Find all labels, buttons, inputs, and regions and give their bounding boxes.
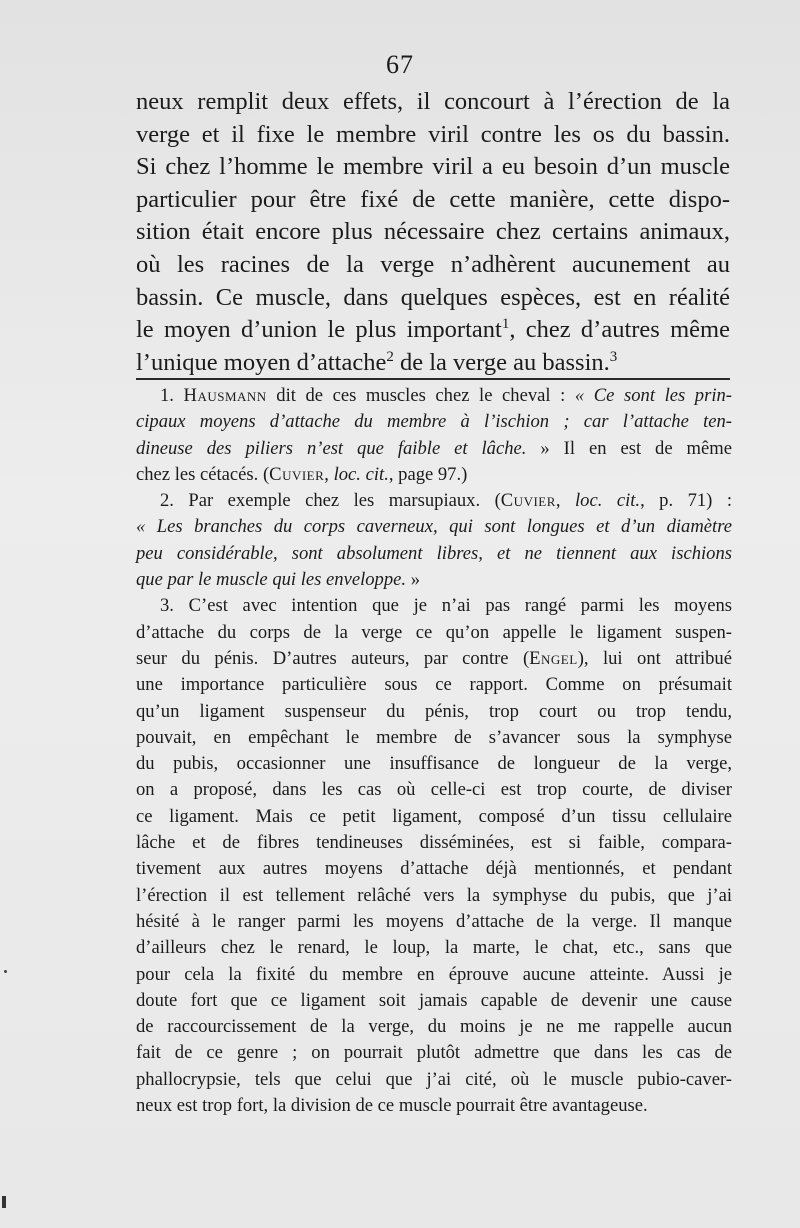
footnote-text-segment: Cuvier [500,490,556,512]
footnote-line [136,1093,732,1119]
footnote-line [136,909,732,935]
footnote-text-segment: pour cela la fixité du membre en éprouve aucune atteinte. Aussi je [136,963,732,985]
footnote-text-segment: neux est trop fort, la division de ce muscle pourrait être avantageuse. [136,1095,648,1117]
footnote-text-segment: , [324,463,334,485]
footnote-text-segment: , page 97.) [388,463,468,485]
footnote-text-segment: que par le muscle qui les enveloppe. [136,569,407,591]
scan-edge-mark [2,1196,6,1208]
footnote-line [136,883,732,909]
footnote-text-segment: , p. 71) : [640,490,733,512]
footnote-text-segment: pouvait, en empêchant le membre de s’avancer sous la symphyse [136,726,732,748]
footnote-line [136,856,732,882]
footnote-text-segment: chez les cétacés. ( [136,463,270,485]
footnote-line [136,436,732,462]
footnote-text-segment: l’érection il est tellement relâché vers la symphyse du pubis, que j’ai [136,884,732,906]
footnote-3 [136,593,732,1119]
footnote-text-segment: Hausmann [183,385,267,406]
footnote-line [136,646,732,672]
footnote-line [136,593,732,619]
body-text-segment: le moyen d’union le plus important [136,316,502,344]
footnote-text-segment: seur du pénis. D’autres auteurs, par contre ( [136,647,530,669]
footnote-line [136,409,732,435]
body-line: neux remplit deux effets, il concourt à l’érection de la [136,88,730,115]
footnote-text-segment: « Les branches du corps caverneux, qui sont longues et d’un diamètre [136,516,732,538]
body-text-segment: l’unique moyen d’attache [136,348,387,376]
footnote-line [136,804,732,830]
body-line [136,314,730,347]
body-line: verge et il fixe le membre viril contre les os du bassin. [136,120,730,148]
footnote-2 [136,488,732,593]
footnote-line [136,751,732,777]
footnote-text-segment: dineuse des piliers n’est que faible et lâche. [136,437,527,459]
footnote-ref: 2 [386,348,394,365]
footnote-text-segment: phallocrypsie, tels que celui que j’ai cité, où le muscle pubio-caver- [136,1068,732,1090]
footnote-line [136,1014,732,1040]
footnote-line [136,620,732,646]
footnote-text-segment: Il en est de même [549,437,732,459]
footnote-text-segment: doute fort que ce ligament soit jamais capable de devenir une cause [136,989,732,1011]
footnote-text-segment: 2. Par exemple chez les marsupiaux. ( [160,490,501,512]
body-text-segment: , chez d’autres même [509,316,730,344]
footnote-text-segment: lâche et de fibres tendineuses disséminées, est si faible, compara- [136,832,732,854]
footnote-ref: 3 [609,348,618,365]
footnote-text-segment: Engel [529,647,578,669]
footnote-text-segment: « Ce sont les prin- [574,385,732,406]
body-line: Si chez l’homme le membre viril a eu besoin d’un muscle [136,153,730,181]
footnote-text-segment: ), lui ont attribué [577,647,732,669]
footnote-text-segment: 1. [160,385,184,406]
footnote-text-segment: loc. cit. [333,463,389,485]
footnote-text-segment: 3. C’est avec intention que je n’ai pas rangé parmi les moyens [160,595,732,617]
footnote-1 [136,383,732,488]
footnote-line [136,541,732,567]
footnote-text-segment: d’ailleurs chez le renard, le loup, la marte, le chat, etc., sans que [136,937,732,959]
footnote-line [136,725,732,751]
footnote-text-segment: , [555,490,576,512]
main-text [136,86,730,379]
footnote-text-segment: de raccourcissement de la verge, du moins je ne me rappelle aucun [136,1016,732,1038]
footnote-line [136,988,732,1014]
footnote-line [136,1067,732,1093]
footnote-text-segment: d’attache du corps de la verge ce qu’on appelle le ligament suspen- [136,621,732,643]
footnote-text-segment: cipaux moyens d’attache du membre à l’ischion ; car l’attache ten- [136,411,732,433]
footnote-line [136,699,732,725]
footnote-text-segment: » [526,437,550,459]
footnote-line [136,488,732,514]
footnote-line [136,672,732,698]
footnote-text-segment: tivement aux autres moyens d’attache déjà mentionnés, et pendant [136,858,732,880]
footnote-line [136,777,732,803]
footnote-line [136,567,732,593]
footnote-line [136,1040,732,1066]
footnotes [136,383,732,1119]
footnote-text-segment: loc. cit. [575,490,641,512]
footnote-text-segment: peu considérable, sont absolument libres, et ne tiennent aux ischions [136,542,732,564]
footnote-text-segment: » [406,569,420,591]
footnote-ref: 1 [501,316,510,333]
footnote-line [136,383,732,409]
page-number: 67 [386,50,414,79]
footnote-separator [136,378,730,380]
footnote-line [136,514,732,540]
footnote-line [136,935,732,961]
footnote-text-segment: ce ligament. Mais ce petit ligament, composé d’un tissu cellulaire [136,805,732,827]
body-line [136,347,730,380]
footnote-text-segment: du pubis, occasionner une insuffisance de longueur de la verge, [136,753,732,775]
body-line: particulier pour être fixé de cette manière, cette dispo- [136,185,730,213]
body-line: bassin. Ce muscle, dans quelques espèces, est en réalité [136,283,730,311]
scan-speck [4,970,7,973]
footnote-text-segment: dit de ces muscles chez le cheval : [266,385,575,406]
body-line: où les racines de la verge n’adhèrent aucunement au [136,250,730,278]
footnote-line [136,962,732,988]
footnote-text-segment: Cuvier [269,463,325,485]
footnote-text-segment: fait de ce genre ; on pourrait plutôt admettre que dans les cas de [136,1042,732,1064]
footnote-line [136,462,732,488]
footnote-text-segment: qu’un ligament suspenseur du pénis, trop court ou trop tendu, [136,700,732,722]
footnote-text-segment: une importance particulière sous ce rapport. Comme on présumait [136,674,732,696]
footnote-text-segment: on a proposé, dans les cas où celle-ci est trop courte, de diviser [136,779,732,801]
body-text-segment: de la verge au bassin. [393,348,610,376]
footnote-line [136,830,732,856]
footnote-text-segment: hésité à le ranger parmi les moyens d’attache de la verge. Il manque [136,910,732,932]
body-line: sition était encore plus nécessaire chez certains animaux, [136,218,730,246]
